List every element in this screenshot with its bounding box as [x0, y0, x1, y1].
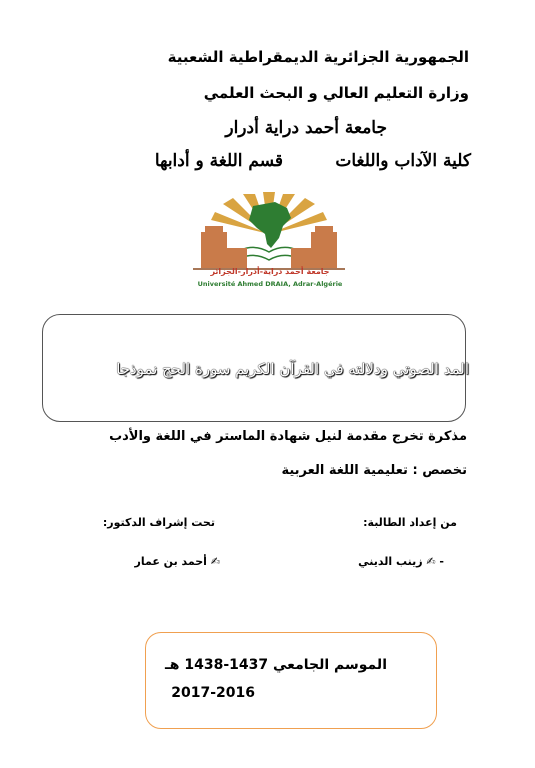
left-tower-icon	[201, 226, 247, 268]
open-book-icon	[241, 247, 297, 260]
africa-map-icon	[249, 202, 291, 248]
degree-statement: مذكرة تخرج مقدمة لنيل شهادة الماستر في اللغة والأدب	[109, 429, 467, 444]
student-name: - ✍ زينب الديني	[358, 555, 444, 568]
student-label: من إعداد الطالبة:	[363, 516, 457, 529]
logo-french-caption: Université Ahmed DRAIA, Adrar-Algérie	[197, 280, 343, 288]
logo-arabic-caption: جامعة أحمد دراية-أدرار-الجزائر	[210, 267, 330, 276]
season-hijri: الموسم الجامعي 1437-1438 هـ	[165, 657, 387, 673]
right-tower-icon	[291, 226, 337, 268]
specialty-line: تخصص : تعليمية اللغة العربية	[281, 463, 467, 478]
season-gregorian: 2017-2016	[171, 685, 255, 701]
department-heading: قسم اللغة و أدابها	[154, 151, 283, 171]
university-logo	[183, 192, 355, 292]
university-heading: جامعة أحمد دراية أدرار	[225, 118, 387, 138]
supervisor-label: تحت إشراف الدكتور:	[102, 516, 215, 529]
faculty-heading: كلية الآداب واللغات	[335, 151, 471, 171]
thesis-title: المد الصوتي ودلالته في القرآن الكريم سورة الحج نموذجا	[116, 360, 469, 378]
republic-heading: الجمهورية الجزائرية الديمقراطية الشعبية	[167, 48, 469, 66]
supervisor-name: ✍ أحمد بن عمار	[134, 555, 220, 568]
ministry-heading: وزارة التعليم العالي و البحث العلمي	[203, 84, 469, 102]
season-frame	[145, 632, 437, 729]
